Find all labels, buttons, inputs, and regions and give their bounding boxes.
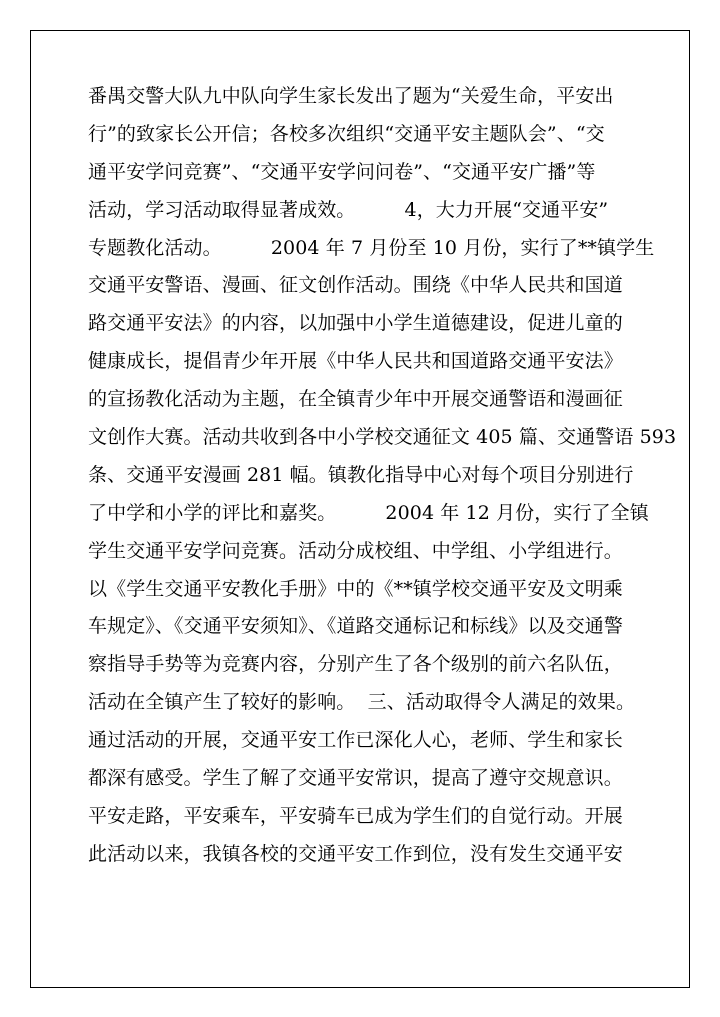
text-line-2: 行”的致家长公开信；各校多次组织“交通平安主题队会”、“交: [88, 122, 605, 145]
text-line-3: 通平安学问竞赛”、“交通平安学问问卷”、“交通平安广播”等: [88, 160, 596, 183]
text-line-5: 专题教化活动。 2004 年 7 月份至 10 月份，实行了**镇学生: [88, 236, 655, 259]
text-line-16: 察指导手势等为竞赛内容，分别产生了各个级别的前六名队伍，: [88, 653, 623, 676]
text-line-20: 平安走路，平安乘车，平安骑车已成为学生们的自觉行动。开展: [88, 804, 623, 827]
text-line-19: 都深有感受。学生了解了交通平安常识，提高了遵守交规意识。: [88, 767, 623, 790]
text-line-10: 文创作大赛。活动共收到各中小学校交通征文 405 篇、交通警语 593: [88, 426, 677, 449]
text-line-13: 学生交通平安学问竞赛。活动分成校组、中学组、小学组进行。: [88, 539, 623, 562]
text-line-4: 活动，学习活动取得显著成效。 4，大力开展“交通平安”: [88, 198, 609, 221]
text-line-9: 的宣扬教化活动为主题，在全镇青少年中开展交通警语和漫画征: [88, 388, 623, 411]
text-line-21: 此活动以来，我镇各校的交通平安工作到位，没有发生交通平安: [88, 842, 623, 865]
text-line-18: 通过活动的开展，交通平安工作已深化人心，老师、学生和家长: [88, 729, 623, 752]
document-body: [88, 78, 677, 874]
text-line-8: 健康成长，提倡青少年开展《中华人民共和国道路交通平安法》: [88, 350, 623, 373]
text-line-1: 番禺交警大队九中队向学生家长发出了题为“关爱生命，平安出: [88, 85, 614, 107]
text-line-12: 了中学和小学的评比和嘉奖。 2004 年 12 月份，实行了全镇: [88, 501, 649, 524]
text-line-14: 以《学生交通平安教化手册》中的《**镇学校交通平安及文明乘: [88, 577, 623, 600]
text-line-17: 活动在全镇产生了较好的影响。 三、活动取得令人满足的效果。: [88, 691, 636, 714]
text-line-15: 车规定》、《交通平安须知》、《道路交通标记和标线》以及交通警: [88, 615, 624, 638]
text-line-6: 交通平安警语、漫画、征文创作活动。围绕《中华人民共和国道: [88, 274, 623, 297]
text-line-7: 路交通平安法》的内容，以加强中小学生道德建设，促进儿童的: [88, 312, 623, 335]
text-line-11: 条、交通平安漫画 281 幅。镇教化指导中心对每个项目分别进行: [88, 463, 634, 486]
